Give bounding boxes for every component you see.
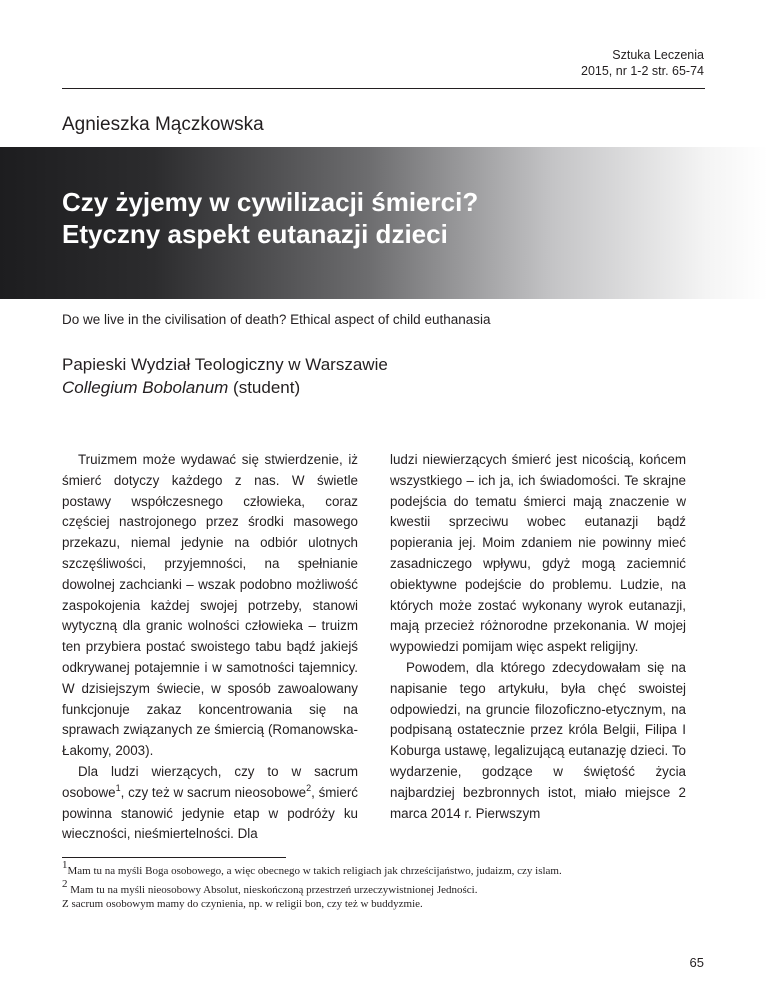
english-title: Do we live in the civilisation of death? Ethical aspect of child euthanasia (62, 312, 491, 327)
footnote-1-number: 1 (62, 859, 68, 871)
title-line-1: Czy żyjemy w cywilizacji śmierci? (62, 187, 479, 217)
affiliation-suffix: (student) (228, 378, 301, 397)
paragraph-2-text-b: , czy też w sacrum nieosobowe (120, 784, 307, 800)
body-column-right (390, 450, 686, 824)
paragraph-1: Truizmem może wydawać się stwierdzenie, iż śmierć dotyczy każdego z nas. W świetle postawy współczesnego człowieka, coraz częściej nastrojonego przez środki masowego przekazu, niemal jedynie na odbiór ulotnych szczęśliwości, przyjemności, na spełnianie dowolnej zachcianki – wszak podobno możliwość zaspokojenia każdej swojej potrzeby, stanowi wytyczną dla granic wolności człowieka – truizm ten przybiera postać swoistego tabu bądź jakiejś odkrywanej potajemnie i w samotności tajemnicy. W dzisiejszym świecie, w sposób zawoalowany funkcjonuje zakaz koncentrowania się na sprawach związanych ze śmiercią (Romanowska-Łakomy, 2003). (62, 452, 358, 759)
journal-name: Sztuka Leczenia (612, 48, 704, 62)
affiliation-line-1: Papieski Wydział Teologiczny w Warszawie (62, 355, 388, 374)
affiliation-line-2 (62, 376, 388, 399)
body-column-left (62, 450, 358, 845)
title-line-2: Etyczny aspekt eutanazji dzieci (62, 219, 448, 249)
footnote-1-text: Mam tu na myśli Boga osobowego, a więc obecnego w takich religiach jak chrześcijaństwo, judaizm, czy islam. (67, 865, 562, 877)
author-name: Agnieszka Mączkowska (62, 114, 264, 135)
paragraph-2-continued: ludzi niewierzących śmierć jest nicością, końcem wszystkiego – ich ja, ich świadomości. Te skrajne podejścia do tematu śmierci mają znaczenie w kwestii sprzeciwu wobec eutanazji bądź popierania jej. Moim zdaniem nie powinny mieć zasadniczego wpływu, gdyż mogą zaciemnić obiektywne podejście do problemu. Ludzie, na których może zostać wykonany wyrok eutanazji, mają przecież różnorodne przekonania. W mojej wypowiedzi pomijam więc aspekt religijny. (390, 452, 686, 655)
footnote-2 (62, 878, 712, 911)
paragraph-2-text-c-part1: , śmierć powinna stanowić jedynie etap w podróży ku wieczności, nieśmiertelności. Dla (62, 784, 359, 842)
paragraph-2-text-a: Dla ludzi wierzących, czy to w sacrum osobowe (62, 763, 358, 800)
page-number: 65 (689, 955, 704, 970)
footnote-2-number: 2 (62, 878, 68, 890)
footnote-ref-1[interactable]: 1 (115, 782, 121, 793)
affiliation-college: Collegium Bobolanum (62, 378, 229, 397)
journal-header (581, 47, 704, 79)
paragraph-2-start (62, 762, 358, 845)
article-title (62, 186, 478, 250)
footnotes (62, 859, 712, 911)
footnote-ref-2[interactable]: 2 (306, 782, 312, 793)
footnote-1 (62, 859, 712, 878)
paragraph-3: Powodem, dla którego zdecydowałam się na napisanie tego artykułu, była chęć swoistej odpowiedzi, na gruncie filozoficzno-etycznym, na podpisaną ostatecznie przez króla Belgii, Filipa I Koburga ustawę, legalizującą eutanazję dzieci. To wydarzenie, godzące w świętość życia najbardziej bezbronnych istot, miało miejsce 2 marca 2014 r. Pierwszym (390, 659, 686, 821)
affiliation (62, 353, 388, 399)
footnote-2-text: Mam tu na myśli nieosobowy Absolut, nieskończoną przestrzeń urzeczywistnionej Jedności. (67, 884, 478, 896)
journal-issue: 2015, nr 1-2 str. 65-74 (581, 64, 704, 78)
header-rule (62, 88, 705, 89)
footnote-2-text-continued: Z sacrum osobowym mamy do czynienia, np. w religii bon, czy też w buddyzmie. (62, 898, 423, 910)
footnote-rule (62, 857, 286, 858)
